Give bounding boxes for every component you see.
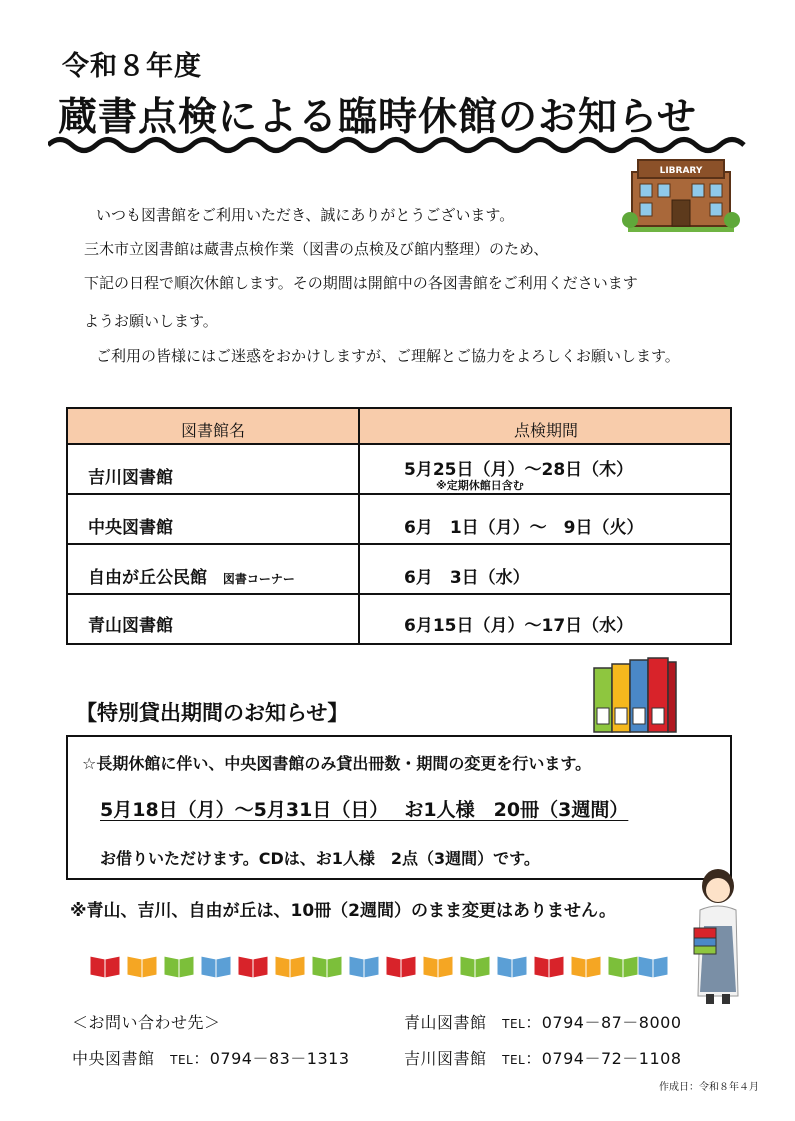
open-book-icon bbox=[238, 956, 268, 978]
intro-line-2: 三木市立図書館は蔵書点検作業（図書の点検及び館内整理）のため、 bbox=[84, 240, 549, 258]
table-row-name: 吉川図書館 bbox=[88, 468, 173, 488]
open-books-decoration bbox=[88, 952, 670, 980]
table-row-period: 5月25日（月）～28日（木） bbox=[404, 460, 634, 480]
contact-entry-aoyama bbox=[404, 1010, 682, 1033]
open-book-icon bbox=[386, 956, 416, 978]
open-book-icon bbox=[164, 956, 194, 978]
row-divider bbox=[68, 593, 730, 595]
open-book-icon bbox=[201, 956, 231, 978]
open-book-icon bbox=[312, 956, 342, 978]
open-book-icon bbox=[460, 956, 490, 978]
created-date: 作成日：令和８年４月 bbox=[659, 1082, 759, 1093]
library-sign-text: LIBRARY bbox=[659, 166, 703, 176]
table-row-note: ※定期休館日含む bbox=[436, 479, 524, 492]
contact-name: 青山図書館 bbox=[404, 1013, 487, 1032]
row-divider bbox=[68, 543, 730, 545]
special-lending-heading: 【特別貸出期間のお知らせ】 bbox=[76, 701, 349, 725]
contact-tel: ：0794－72－1108 bbox=[525, 1049, 682, 1068]
table-row-name: 青山図書館 bbox=[88, 616, 173, 636]
open-book-icon bbox=[90, 956, 120, 978]
page-title: 蔵書点検による臨時休館のお知らせ bbox=[58, 95, 697, 140]
open-book-icon bbox=[423, 956, 453, 978]
bottom-note: ※青山、吉川、自由が丘は、10冊（2週間）のまま変更はありません。 bbox=[70, 901, 617, 921]
open-book-icon bbox=[608, 956, 638, 978]
tel-label: TEL bbox=[170, 1053, 194, 1067]
schedule-table bbox=[66, 407, 732, 645]
intro-line-1: いつも図書館をご利用いただき、誠にありがとうございます。 bbox=[96, 206, 515, 224]
open-book-icon bbox=[534, 956, 564, 978]
intro-line-5: ご利用の皆様にはご迷惑をおかけしますが、ご理解とご協力をよろしくお願いします。 bbox=[96, 347, 680, 365]
row-divider bbox=[68, 493, 730, 495]
table-row-name-text: 自由が丘公民館 bbox=[88, 568, 207, 588]
open-book-icon bbox=[275, 956, 305, 978]
wave-divider bbox=[48, 134, 748, 156]
contact-entry-chuo bbox=[72, 1046, 350, 1069]
intro-line-4: ようお願いします。 bbox=[84, 312, 218, 330]
contact-entry-yokawa bbox=[404, 1046, 682, 1069]
table-row-sub: 図書コーナー bbox=[222, 572, 295, 586]
open-book-icon bbox=[571, 956, 601, 978]
table-row-name: 中央図書館 bbox=[88, 518, 173, 538]
table-row-period: 6月15日（月）～17日（水） bbox=[404, 616, 634, 636]
table-row-name bbox=[88, 563, 295, 588]
contact-tel: ：0794－83－1313 bbox=[193, 1049, 350, 1068]
book-stack-icon bbox=[590, 654, 688, 734]
special-line-1: ☆長期休館に伴い、中央図書館のみ貸出冊数・期間の変更を行います。 bbox=[82, 754, 592, 773]
intro-line-3: 下記の日程で順次休館します。その期間は開館中の各図書館をご利用くださいます bbox=[84, 274, 638, 292]
column-header-period: 点検期間 bbox=[513, 421, 578, 440]
open-book-icon bbox=[127, 956, 157, 978]
open-book-icon bbox=[349, 956, 379, 978]
year-label: 令和８年度 bbox=[62, 51, 202, 82]
column-divider bbox=[358, 409, 360, 643]
contact-heading: ＜お問い合わせ先＞ bbox=[72, 1013, 221, 1032]
table-row-period: 6月 3日（水） bbox=[404, 568, 530, 588]
tel-label: TEL bbox=[502, 1053, 526, 1067]
table-row-period: 6月 1日（月）～ 9日（火） bbox=[404, 518, 644, 538]
librarian-woman-icon bbox=[692, 866, 744, 1006]
tel-label: TEL bbox=[502, 1017, 526, 1031]
column-header-library: 図書館名 bbox=[180, 421, 245, 440]
special-line-3: お借りいただけます。CDは、お1人様 2点（3週間）です。 bbox=[100, 849, 540, 868]
contact-name: 吉川図書館 bbox=[404, 1049, 487, 1068]
contact-name: 中央図書館 bbox=[72, 1049, 155, 1068]
contact-tel: ：0794－87－8000 bbox=[525, 1013, 682, 1032]
open-book-icon bbox=[638, 956, 668, 978]
special-lending-box bbox=[66, 735, 732, 880]
library-building-icon bbox=[622, 158, 740, 236]
open-book-icon bbox=[497, 956, 527, 978]
special-line-2: 5月18日（月）～5月31日（日） お1人様 20冊（3週間） bbox=[100, 799, 629, 821]
